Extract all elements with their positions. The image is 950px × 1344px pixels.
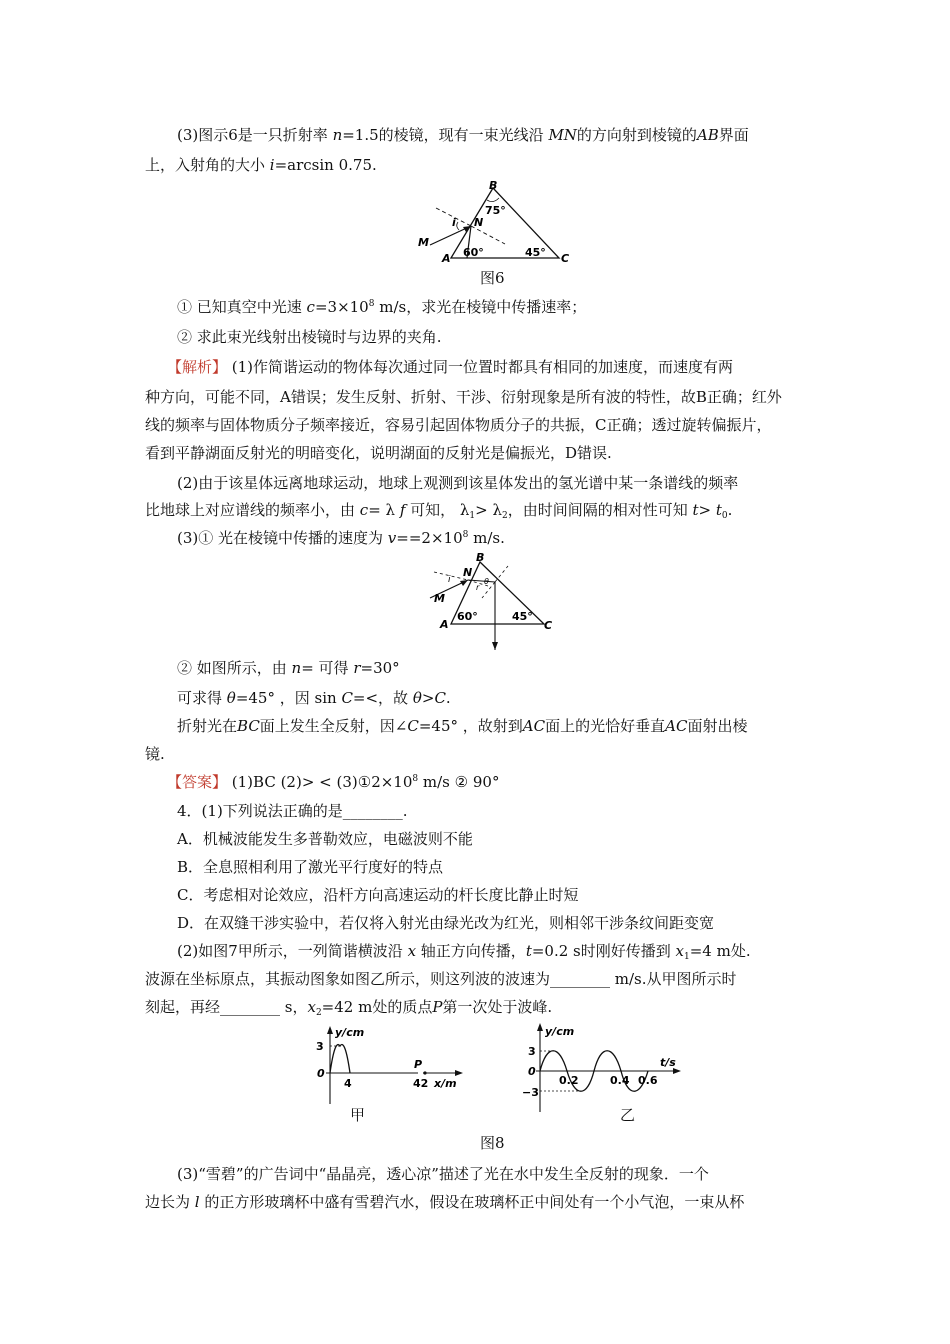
sol-label-C: C bbox=[544, 619, 553, 632]
q4-part3-line2: 边长为 l 的正方形玻璃杯中盛有雪碧汽水，假设在玻璃杯正中间处有一个小气泡，一束从杯 bbox=[145, 1193, 745, 1211]
right-origin: 0 bbox=[528, 1065, 536, 1078]
label-C: C bbox=[561, 252, 570, 264]
analysis-line4: 看到平静湖面反射光的明暗变化，说明湖面的反射光是偏振光，D错误. bbox=[145, 444, 612, 462]
q4-part2-line3: 刻起，再经________ s，$x_2=42$ m处的质点P第一次处于波峰. bbox=[145, 998, 553, 1018]
q4-head: 4．(1)下列说法正确的是________. bbox=[177, 802, 408, 820]
left-tick-3: 3 bbox=[316, 1040, 324, 1053]
analysis-3-line1: (3)① 光在棱镜中传播的速度为 $v==2\times 10^8$ m/s. bbox=[177, 529, 505, 547]
solution-line1: ② 如图所示，由 n= 可得 r=30° bbox=[177, 659, 400, 677]
figure-8-left-caption: 甲 bbox=[350, 1106, 366, 1124]
answer-tag: 【答案】 bbox=[167, 773, 228, 791]
right-ylabel: y/cm bbox=[545, 1025, 575, 1038]
left-point-P: P bbox=[414, 1058, 423, 1071]
right-tick-3: 3 bbox=[528, 1045, 536, 1058]
sol-label-theta: θ bbox=[484, 577, 489, 586]
q4-option-b: B．全息照相利用了激光平行度好的特点 bbox=[177, 858, 444, 876]
q3-part2: ② 求此束光线射出棱镜时与边界的夹角. bbox=[177, 328, 442, 346]
solution-line4: 镜. bbox=[145, 745, 165, 763]
right-tick-minus3: −3 bbox=[522, 1086, 539, 1099]
q4-part2-line2: 波源在坐标原点，其振动图象如图乙所示，则这列波的波速为________ m/s.从甲图所示时 bbox=[145, 970, 737, 988]
analysis-2-line2: 比地球上对应谱线的频率小，由 c= λ f 可知， $\lambda_1> \lambda_2$，由时间间隔的相对性可知 $t> t_0$. bbox=[145, 501, 733, 521]
left-ylabel: y/cm bbox=[335, 1026, 365, 1039]
q4-part2-line1: (2)如图7甲所示，一列简谐横波沿 x 轴正方向传播，t=0.2 s时刚好传播到 $x_1=4$ m处. bbox=[177, 942, 751, 962]
label-i: i bbox=[452, 216, 456, 229]
label-B: B bbox=[489, 179, 498, 192]
analysis-line1: 【解析】 (1)作简谐运动的物体每次通过同一位置时都具有相同的加速度，而速度有两 bbox=[167, 358, 734, 376]
solution-figure-prism bbox=[420, 552, 582, 652]
left-xlabel: x/m bbox=[434, 1077, 457, 1090]
sol-label-B: B bbox=[476, 552, 485, 564]
left-tick-42: 42 bbox=[413, 1077, 429, 1090]
q3-part1: ① 已知真空中光速 $c=3\times 10^8$ m/s，求光在棱镜中传播速率； bbox=[177, 298, 587, 316]
label-A: A bbox=[442, 252, 451, 264]
analysis-line3: 线的频率与固体物质分子频率接近，容易引起固体物质分子的共振，C正确；透过旋转偏振片， bbox=[145, 416, 772, 434]
sol-angle-60: 60° bbox=[457, 610, 478, 623]
q4-option-a: A．机械波能发生多普勒效应，电磁波则不能 bbox=[177, 830, 473, 848]
q4-option-c: C．考虑相对论效应，沿杆方向高速运动的杆长度比静止时短 bbox=[177, 886, 579, 904]
sol-angle-45: 45° bbox=[512, 610, 533, 623]
figure-8-caption: 图8 bbox=[480, 1134, 505, 1152]
angle-45: 45° bbox=[525, 246, 546, 259]
solution-line2: 可求得 θ=45° ，因 sin C=<，故 θ>C. bbox=[177, 689, 451, 707]
sol-label-r: r bbox=[476, 583, 480, 592]
q4-part3-line1: (3)“雪碧”的广告词中“晶晶亮，透心凉”描述了光在水中发生全反射的现象．一个 bbox=[177, 1165, 709, 1183]
figure-8-right-caption: 乙 bbox=[620, 1106, 636, 1124]
analysis-2-line1: (2)由于该星体远离地球运动，地球上观测到该星体发出的氢光谱中某一条谱线的频率 bbox=[177, 474, 739, 492]
analysis-tag: 【解析】 bbox=[167, 358, 228, 376]
answer-line: 【答案】 (1)BC $(2)> < (3)①2\times 10^8$ m/s ② 90° bbox=[167, 773, 500, 791]
left-origin: 0 bbox=[317, 1067, 325, 1080]
solution-line3: 折射光在BC面上发生全反射，因∠C=45° ，故射到AC面上的光恰好垂直AC面射出棱 bbox=[177, 717, 748, 735]
analysis-line2: 种方向，可能不同，A错误；发生反射、折射、干涉、衍射现象是所有波的特性，故B正确；红外 bbox=[145, 388, 782, 406]
sol-label-M: M bbox=[434, 592, 445, 605]
angle-60: 60° bbox=[463, 246, 484, 259]
right-xlabel: t/s bbox=[660, 1056, 676, 1069]
right-tick-0.4: 0.4 bbox=[610, 1074, 630, 1087]
right-tick-0.6: 0.6 bbox=[638, 1074, 658, 1087]
angle-75: 75° bbox=[485, 204, 506, 217]
sol-label-A: A bbox=[440, 618, 449, 631]
figure-8-wave-graph bbox=[308, 1024, 468, 1112]
q3-intro-line2: 上，入射角的大小 i=arcsin 0.75. bbox=[145, 156, 377, 174]
left-tick-4: 4 bbox=[344, 1077, 352, 1090]
right-tick-0.2: 0.2 bbox=[559, 1074, 579, 1087]
q4-option-d: D．在双缝干涉实验中，若仅将入射光由绿光改为红光，则相邻干涉条纹间距变宽 bbox=[177, 914, 715, 932]
sol-label-N: N bbox=[463, 566, 473, 579]
q3-intro-line1: (3)图示6是一只折射率 n=1.5的棱镜，现有一束光线沿 MN的方向射到棱镜的AB界面 bbox=[177, 126, 749, 144]
label-N: N bbox=[474, 216, 484, 229]
figure-6-caption: 图6 bbox=[480, 269, 505, 287]
figure-6-prism bbox=[410, 178, 580, 264]
sol-label-i: i bbox=[448, 575, 451, 585]
figure-8-vibration-graph bbox=[516, 1020, 686, 1116]
label-M: M bbox=[418, 236, 429, 249]
